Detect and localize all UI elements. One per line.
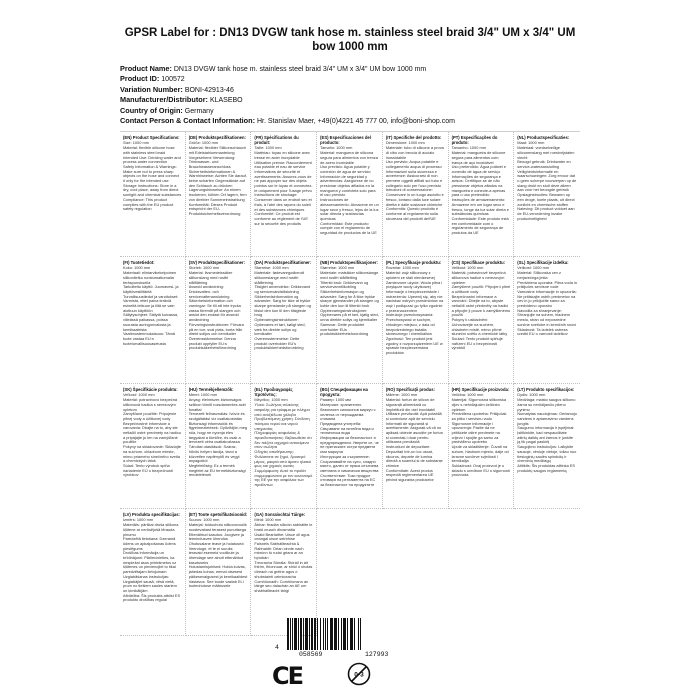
cell-body: Rozmiar: 1000 mm Materiał: wąż silikonowy z oplotem ze stali nierdzewnej Zamierzone użycie: Woda pitna i przyłącze wody użytkowej Informacje o bezpieczeństwie i ostrzeżenia: Upewnij się, aby nie naciskać ostrych przedmiotów na wąż i podłączać go tylko zgodnie z przeznaczeniem Instrukcje przechowywania: Przechowywać w suchym, chłodnym miejscu, z dala od bezpośredniego światła słonecznego i chemikaliów Zgodność: Ten produkt jest zgodny z rozporządzeniem UE w sprawie bezpieczeństwa produktów [385, 265, 444, 356]
cell-body: Veličina: 1000 mm Materijal: Sigurnosna silikonska cijev s nehrđajućim čeličnim opletom Predviđena upotreba: Priključak za pitku i servisnu vodu Sigurnosne informacije i upozorenja: Pazite da ne pritišćete oštre predmete na crijevo i spojite ga samo za predviđenu upotrebu Upute za skladištenje: Čuvati na suhom, hladnom mjestu, dalje od izravne sunčeve svjetlosti i kemikalija Sukladnost: Ovaj proizvod je u skladu s uredbom EU o sigurnosti proizvoda [451, 392, 510, 478]
cell-title: (ES) Especificaciones del producto: [320, 135, 371, 146]
cell-body: Размер: 1000 мм Материал: хранително безопасен силиконов маркуч с оплетка от неръждаема стомана Предвидена употреба: Свързване на питейна вода и техническа вода Информация за безопасност и предупреждения: Уверете се, че не притискате остри предмети към маркуча Инструкции за съхранение: Съхранявайте на сухо, хладно място, далеч от пряка слънчева светлина и химически вещества Съответствие: Този продукт отговаря на регламента на ЕС за безопасност на продуктите [320, 397, 379, 488]
age-restriction-icon [347, 662, 371, 686]
cell-body: Storlek: 1000 mm Material: livsmedelssäker silikonslang med rostfri stålflätning Avsedd användning: Dricksvatten- och servicevattenanslutning Säkerhetsinformation och varningar: Se till att inte trycka vassa föremål på slangen och anslut den endast för avsedd användning Förvaringsinstruktioner: Förvara på en torr, sval plats, borta från direkt solljus och kemikalier Överensstämmelse: Denna produkt uppfyller EU:s produktsäkerhetsförordning [188, 265, 244, 351]
cell-title: (ET) Toote spetsifikatsioonid: [188, 512, 248, 518]
cell-title: (IT) Specifiche del prodotto: [385, 135, 442, 141]
meta-value: Germany [184, 107, 214, 115]
barcode-right-digits: 127993 [365, 651, 389, 658]
language-cell [449, 257, 515, 384]
cell-body: Velikost: 1000 mm Material: Silikonska cev z nerjavečega jekla Predvidena uporaba: Pitna voda in priključek servisne vode Varnostne informacije in opozorila: Ne pritiskajte ostrih predmetov na cev in jo priključite samo za predvideno uporabo Navodila za shranjevanje: Shranjujte na suhem, hladnem mestu, stran od neposredne sončne svetlobe in kemičnih snovi Skladnost: Ta izdelek ustreza uredbi EU o varnosti izdelkov [517, 265, 577, 337]
meta-row [120, 106, 580, 116]
language-grid [120, 131, 580, 636]
meta-label: Country of Origin: [120, 105, 183, 115]
meta-value: Hr. Stanislav Maer, +49(0)4221 45 777 00, info@boni-shop.com [256, 118, 455, 126]
cell-body: Koko: 1000 mm Materiaali: elintarvikekelpoinen silikoniletku ruostumattomalla teräspunoksella Tarkoitettu käyttö: Juomavesi- ja käyttövesiliitäntä Turvallisuustiedot ja varoitukset: Varmista, ettet paina teräviä esineitä letkuun ja liitä se vain aiottuun käyttöön Säilytysohjeet: Säilytä kuivassa, viileässä paikassa, poissa suorasta auringonvalosta ja kemikaaleista Vaatimustenmukaisuus: Tämä tuote vastaa EU:n tuoteturvallisuusasetusta [123, 265, 179, 346]
meta-value: DN13 DVGW tank hose m. stainless steel braid 3/4" UM x 3/4" UM bow 1000 mm [173, 66, 427, 73]
cell-title: (DE) Produktspezifikationen: [188, 135, 246, 141]
cell-body: Tamaño: 1000 mm Material: manguera de silicona segura para alimentos con trenza de acero inoxidable Uso previsto: Agua potable y conexión de agua de servicio Información de seguridad y advertencias: Asegúrese de no presionar objetos afilados en la manguera y conéctela solo para el uso previsto Instrucciones de almacenamiento: Almacene en un lugar seco y fresco, lejos de la luz solar directa y sustancias químicas Conformidad: Este producto cumple con el reglamento de seguridad de productos de la UE [320, 145, 379, 236]
cell-title: (NL) Productspecificaties: [517, 135, 570, 141]
cell-body: Velikost: 1000 mm Materiál: potravinově bezpečná silikonová hadice s nerezovým opletem Zamýšlené použití: Připojení pitné a užitkové vody Bezpečnostní informace a varování: Dbejte na to, abyste netlačili ostré předměty na hadici a připojte ji pouze k zamýšlenému použití Pokyny k uskladnění: Uchovávejte na suchém, chladném místě, mimo přímé sluneční světlo a chemické látky Soulad: Tento produkt splňuje nařízení EU o bezpečnosti výrobků [451, 265, 511, 351]
language-cell [514, 257, 580, 384]
meta-label: Product Name: [120, 64, 172, 73]
language-cell [449, 384, 515, 509]
meta-row [120, 95, 580, 105]
language-cell [186, 257, 252, 384]
cell-title: (PL) Specyfikacje produktu: [385, 260, 442, 266]
product-meta [120, 64, 580, 126]
language-cell [186, 132, 252, 257]
cell-title: (HU) Termékjellemzők: [188, 387, 234, 393]
language-cell [317, 132, 383, 257]
meta-row [120, 85, 580, 95]
language-cell [251, 257, 317, 384]
compliance-logos [272, 660, 432, 692]
cell-body: Μέγεθος: 1000 mm Υλικό: Σωλήνας σιλικόνης ασφαλής για τρόφιμα με πλέγμα από ανοξείδωτο χάλυβα Προβλεπόμενη χρήση: Σύνδεση πόσιμου νερού και νερού υπηρεσίας Πληροφορίες ασφαλείας & προειδοποιήσεις: Βεβαιωθείτε ότι δεν πιέζετε αιχμηρά αντικείμενα στον σωλήνα Οδηγίες αποθήκευσης: Φυλάσσετε σε ξηρό, δροσερό μέρος, μακριά από άμεσο ηλιακό φως και χημικές ουσίες Συμμόρφωση: Αυτό το προϊόν συμμορφώνεται με τον κανονισμό της ΕΕ για την ασφάλεια των προϊόντων [254, 397, 313, 488]
language-cell [383, 132, 449, 257]
cell-body: Méid: 1000 mm Ábhar: feadán silicóin sábháilte le braid cruach dhosmálta Úsáid Beartaithe: Uisce óil agus ceangal uisce seirbhíse Faisnéis Sábháilteachta & Rabhaidh: Déan cinnte nach mbrúnn tú rudaí géara ar an bpíobán Treoracha Stórála: Stóráil in áit thirim, fhionnuar, ar shiúl ó sholas díreach na gréine agus ó shubstaintí ceimiceacha Comhlíonadh: Comhlíonann an táirge seo rialachán an AE um shábháilteacht táirgí [254, 517, 313, 593]
cell-title: (PT) Especificações do produto: [451, 135, 498, 146]
cell-body: Suurus: 1000 mm Materjal: toiduohutu silikoonvoolik roostevabast terasest punutisega Ettenähtud kasutus: Joogivee ja teenindusvee ühendus Ohutusalane teave ja hoiatused: Veenduge, et te ei suruks teravaid esemeid voolikule ja ühendage see ainult ettenähtud kasutuseks Hoiustamisjuhised: Hoida kuivas, jahedas kohas, eemal otsesest päikesevalgusest ja kemikaalidest Vastavus: See toode vastab ELi tooteohutuse määrusele [188, 517, 248, 589]
cell-body: Méret: 1000 mm Anyag: élelmiszer-biztonságos szilikon tömlő rozsdamentes acél fonattal Tervezett felhasználás: Ivóvíz és szolgáltatási víz csatlakoztatás Biztonsági információk és figyelmeztetések: Győződjön meg róla, hogy ne nyomja éles tárgyakat a tömlőre, és csak a tervezett célra csatlakoztassa Tárolási utasítások: Száraz, hűvös helyen tárolja, távol a közvetlen napfénytől és vegyi anyagoktól Megfelelőség: Ez a termék megfelel az EU termékbiztonsági rendeletének [188, 392, 248, 478]
cell-title: (CS) Specifikace produktu: [451, 260, 506, 266]
label-title: GPSR Label for : DN13 DVGW tank hose m. stainless steel braid 3/4" UM x 3/4" UM bow 1000 mm [124, 27, 576, 53]
language-cell [120, 509, 186, 636]
language-cell [317, 257, 383, 384]
barcode [275, 618, 430, 662]
cell-title: (BG) Спецификации на продукта: [320, 387, 368, 398]
meta-value: KLASEBO [209, 97, 243, 105]
cell-title: (EN) Product Specifications: [123, 135, 180, 141]
cell-body: Veľkosť: 1000 mm Materiál: potravinovo bezpečná silikónová hadica s nerezovým opletom Zamýšľané použitie: Pripojenie pitnej vody a úžitkovej vody Bezpečnostné informácie a varovania: Dbajte na to, aby ste netlačili ostré predmety na hadicu a pripájajte ju len na zamýšľané použitie Pokyny na skladovanie: Skladujte na suchom, chladnom mieste, mimo priameho slnečného svetla a chemických látok Súlad: Tento výrobok spĺňa nariadenie EÚ o bezpečnosti výrobkov [123, 392, 181, 478]
cell-body: Tamanho: 1000 mm Material: mangueira de silicone segura para alimentos com trança de aço inoxidável Uso pretendido: Água potável e conexão de água de serviço Informações de segurança e avisos: Certifique-se de não pressionar objetos afiados na mangueira e conecte-a apenas para o uso pretendido Instruções de armazenamento: Armazene em um lugar seco e fresco, longe da luz solar direta e substâncias químicas Conformidade: Este produto está em conformidade com o regulamento de segurança de produtos da UE [451, 145, 509, 236]
meta-label: Variation Number: [120, 84, 183, 94]
meta-row [120, 116, 580, 126]
cell-title: (HR) Specifikacije proizvoda: [451, 387, 510, 393]
barcode-bar [361, 618, 362, 650]
cell-title: (RO) Specificații produs: [385, 387, 435, 393]
language-cell [186, 384, 252, 509]
age-warning-text: 0-3 [354, 671, 364, 679]
cell-body: Taille: 1000 mm Matériau: tuyau en silicone avec tresse en acier inoxydable Utilisation prévue: Raccordement eau potable et eau de service Informations de sécurité et avertissements: Assurez-vous de ne pas appuyer sur des objets pointus sur le tuyau et connectez-le uniquement pour l'usage prévu Instructions de stockage: Conserver dans un endroit sec et frais, à l'abri des rayons du soleil et des substances chimiques Conformité: Ce produit est conforme au règlement de l'UE sur la sécurité des produits [254, 145, 313, 226]
meta-value: BONI-42913-46 [184, 86, 234, 94]
cell-title: (EL) Προδιαγραφές προϊόντος: [254, 387, 293, 398]
language-cell [251, 384, 317, 509]
cell-title: (GA) Sonraíochtaí Táirge: [254, 512, 306, 518]
language-cell [251, 132, 317, 257]
meta-value: 100572 [161, 76, 185, 84]
language-cell [186, 509, 252, 636]
cell-body: Størrelse: 1000 mm Materiale: matsikker silikonslange med rustfri stålfletting Tiltenkt bruk: Drikkevann og servicevanntilkobling Sikkerhetsinformasjon og advarsler: Sørg for å ikke trykke skarpe gjenstander på slangen og koble den kun til tiltenkt bruk Oppbevaringsinstruksjoner: Oppbevares på et tørt, kjølig sted, unna direkte sollys og kjemikalier Samsvar: Dette produktet overholder EUs produktsikkerhetsforordning [320, 265, 379, 337]
cell-title: (FR) Spécifications du produit: [254, 135, 299, 146]
cell-body: Mărime: 1000 mm Material: furtun de silicon de siguranță alimentară cu împletitură din oțel inoxidabil Utilizare prevăzută: Apă potabilă și conexiune apă de serviciu Informații de siguranță și avertismente: Asigurați-vă că nu apăsați obiecte ascuțite pe furtun și conectați-l doar pentru utilizarea prevăzută Instrucțiuni de depozitare: Depozitați într-un loc uscat, răcoros, departe de lumina directă a soarelui și de substanțe chimice Conformitate: Acest produs respectă reglementarea UE privind siguranța produselor [385, 392, 443, 483]
language-cell [449, 132, 515, 257]
language-cell [514, 132, 580, 257]
barcode-bars [287, 618, 417, 650]
cell-body: Size: 1000 mm Material: flexible silicone hose with stainless steel braid Intended Use: Drinking water and process water connection Safety Information & Warnings: Make sure not to press sharp objects on the hose and connect it only for the intended use Storage Instructions: Store in a dry, cool place, away from direct sunlight and chemical substances Compliance: This product complies with the EU product safety regulation [123, 140, 182, 212]
cell-title: (LT) Produkto specifikacijos: [517, 387, 575, 393]
cell-title: (NB) Produktspesifikasjoner: [320, 260, 378, 266]
cell-title: (LV) Produkta specifikācijas: [123, 512, 180, 518]
cell-title: (FI) Tuotetiedot: [123, 260, 155, 266]
meta-row [120, 74, 580, 84]
cell-title: (DA) Produktspecifikationer: [254, 260, 312, 266]
cell-body: Dydis: 1000 mm Medžiaga: maisto saugus silikono žarna su nerūdijančio plieno pynimu Numatytas naudojimas: Geriamojo vandens ir aptarnavimo vandens jungtis Saugumo informacija ir įspėjimai: Įsitikinkite, kad nespaudžiate aštrių daiktų ant žarnos ir junkite ją tik pagal paskirtį Saugojimo instrukcijos: Laikykite sausoje, vėsioje vietoje, toliau nuo tiesioginių saulės spindulių ir cheminių medžiagų Atitiktis: Šis produktas atitinka ES produktų saugos reglamentą [517, 392, 577, 473]
ce-mark-icon: CE [272, 662, 303, 690]
language-cell [120, 132, 186, 257]
barcode-left-digits: 058569 [299, 651, 323, 658]
language-cell [120, 257, 186, 384]
cell-body: Izmērs: 1000 mm Materiāls: pārtikai droša silikona šļūtene ar nerūsējošā tērauda pinumu Paredzētā lietošana: Dzeramā ūdens un apkalpošanas ūdens pieslēgums Drošības informācija un brīdinājumi: Pārliecinieties, ka nespiežat asus priekšmetus uz šļūtenes un pievienojiet to tikai paredzētajam lietojumam Uzglabāšanas instrukcijas: Uzglabājiet sausā, vēsā vietā, prom no tiešiem saules stariem un ķimikālijām Atbilstība: Šis produkts atbilst ES produktu drošības regulai [123, 517, 181, 603]
language-cell [383, 257, 449, 384]
barcode-lead-digit: 4 [275, 644, 279, 651]
language-cell [317, 384, 383, 509]
meta-label: Product ID: [120, 74, 160, 84]
cell-body: Størrelse: 1000 mm Materiale: fødevaregodkendt silikoneslange med rustfri stålfletning Tilsigtet anvendelse: Drikkevand og servicevandstilslutning Sikkerhedsinformation og advarsler: Sørg for ikke at trykke skarpe genstande på slangen og tilslut den kun til den tilsigtede brug Opbevaringsinstruktioner: Opbevares et tørt, køligt sted, væk fra direkte sollys og kemikalier Overensstemmelse: Dette produkt overholder EU's produktsikkerhedsforordning [254, 265, 311, 351]
cell-title: (SV) Produktspecifikationer: [188, 260, 246, 266]
language-cell [120, 384, 186, 509]
meta-row [120, 64, 580, 74]
cell-title: (SK) Špecifikácie produktu: [123, 387, 178, 393]
meta-label: Contact Person & Contact Information: [120, 116, 255, 126]
cell-title: (SL) Specifikacije izdelka: [517, 260, 569, 266]
cell-body: Größe: 1000 mm Material: flexibler Silikonschlauch mit Edelstahlummantelung Vorgesehene Verwendung: Trinkwasser- und Brauchwasseranschluss Sicherheitsinformationen & Warnhinweise: Achten Sie darauf, keine scharfen Gegenstände auf den Schlauch zu drücken Lagerungshinweise: An einem trockenen, kühlen Ort lagern, fern von direkter Sonneneinstrahlung Konformität: Dieses Produkt entspricht der EU-Produktsicherheitsverordnung [188, 140, 247, 216]
cell-body: Dimensione: 1000 mm Materiale: tubo di silicone a prova di cibo con treccia di acciaio inossidabile Uso previsto: Acqua potabile e collegamento acqua di processo Informazioni sulla sicurezza e avvertenze: Assicurarsi di non premere oggetti affilati sul tubo e collegarlo solo per l'uso previsto Istruzioni di conservazione: Conservare in un luogo asciutto e fresco, lontano dalla luce solare diretta e dalle sostanze chimiche Conformità: Questo prodotto è conforme al regolamento sulla sicurezza dei prodotti dell'UE [385, 140, 444, 221]
meta-label: Manufacturer/Distributor: [120, 95, 208, 105]
language-cell [514, 384, 580, 509]
cell-body: Maat: 1000 mm Materiaal: voedselveilige siliconenslang met roestvrijstalen vlecht Beoogd gebruik: Drinkwater en service-wateraansluiting Veiligheidsinformatie en waarschuwingen: Zorg ervoor dat u geen scherpe voorwerpen op de slang drukt en sluit deze alleen aan voor het beoogde gebruik Opslaginstructies: Bewaren op een droge, koele plaats, uit direct zonlicht en chemische stoffen Naleving: Dit product voldoet aan de EU-verordening inzake productveiligheid [517, 140, 577, 221]
language-cell [383, 384, 449, 509]
